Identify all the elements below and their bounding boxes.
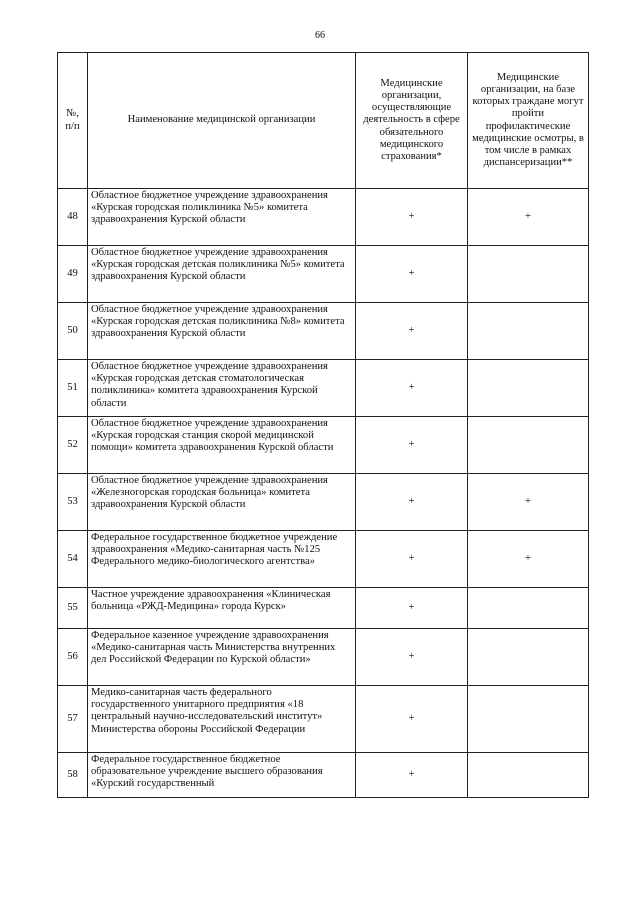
dispensary-mark <box>468 588 589 629</box>
row-number: 53 <box>58 474 88 531</box>
row-number: 49 <box>58 246 88 303</box>
organization-name: Федеральное государственное бюджетное образовательное учреждение высшего образования «Курский государственный <box>88 753 356 798</box>
row-number: 54 <box>58 531 88 588</box>
organization-name: Областное бюджетное учреждение здравоохранения «Курская городская поликлиника №5» комитета здравоохранения Курской области <box>88 189 356 246</box>
organization-name: Областное бюджетное учреждение здравоохранения «Курская городская детская поликлиника №8» комитета здравоохранения Курской области <box>88 303 356 360</box>
row-number: 51 <box>58 360 88 417</box>
table-row <box>58 417 589 474</box>
oms-mark: + <box>356 474 468 531</box>
row-number: 55 <box>58 588 88 629</box>
dispensary-mark: + <box>468 474 589 531</box>
organization-name: Областное бюджетное учреждение здравоохранения «Железногорская городская больница» комитета здравоохранения Курской области <box>88 474 356 531</box>
dispensary-mark <box>468 753 589 798</box>
table-row <box>58 531 589 588</box>
oms-mark: + <box>356 189 468 246</box>
table-row <box>58 753 589 798</box>
row-number: 52 <box>58 417 88 474</box>
oms-mark: + <box>356 753 468 798</box>
table-row <box>58 474 589 531</box>
organization-name: Федеральное государственное бюджетное учреждение здравоохранения «Медико-санитарная часть №125 Федерального медико-биологического агентства» <box>88 531 356 588</box>
page-number: 66 <box>315 30 325 41</box>
table-row <box>58 189 589 246</box>
table-row <box>58 629 589 686</box>
oms-mark: + <box>356 588 468 629</box>
oms-mark: + <box>356 303 468 360</box>
header-number: №, п/п <box>58 53 88 189</box>
row-number: 50 <box>58 303 88 360</box>
oms-mark: + <box>356 629 468 686</box>
oms-mark: + <box>356 686 468 753</box>
row-number: 57 <box>58 686 88 753</box>
dispensary-mark <box>468 686 589 753</box>
dispensary-mark <box>468 246 589 303</box>
medical-organizations-table <box>57 52 589 798</box>
organization-name: Областное бюджетное учреждение здравоохранения «Курская городская детская поликлиника №5» комитета здравоохранения Курской области <box>88 246 356 303</box>
header-name: Наименование медицинской организации <box>88 53 356 189</box>
oms-mark: + <box>356 417 468 474</box>
table-row <box>58 246 589 303</box>
row-number: 48 <box>58 189 88 246</box>
oms-mark: + <box>356 531 468 588</box>
row-number: 58 <box>58 753 88 798</box>
dispensary-mark <box>468 417 589 474</box>
dispensary-mark <box>468 360 589 417</box>
organization-name: Федеральное казенное учреждение здравоохранения «Медико-санитарная часть Министерства внутренних дел Российской Федерации по Курской области» <box>88 629 356 686</box>
organization-name: Областное бюджетное учреждение здравоохранения «Курская городская станция скорой медицинской помощи» комитета здравоохранения Курской области <box>88 417 356 474</box>
row-number: 56 <box>58 629 88 686</box>
organization-name: Медико-санитарная часть федерального государственного унитарного предприятия «18 центральный научно-исследовательский институт» Министерства обороны Российской Федерации <box>88 686 356 753</box>
table-row <box>58 588 589 629</box>
organization-name: Частное учреждение здравоохранения «Клиническая больница «РЖД-Медицина» города Курск» <box>88 588 356 629</box>
header-oms: Медицинские организации, осуществляющие деятельность в сфере обязательного медицинского страхования* <box>356 53 468 189</box>
table-row <box>58 360 589 417</box>
table-row <box>58 303 589 360</box>
dispensary-mark: + <box>468 189 589 246</box>
oms-mark: + <box>356 246 468 303</box>
dispensary-mark <box>468 629 589 686</box>
dispensary-mark: + <box>468 531 589 588</box>
oms-mark: + <box>356 360 468 417</box>
organization-name: Областное бюджетное учреждение здравоохранения «Курская городская детская стоматологическая поликлиника» комитета здравоохранения Курской области <box>88 360 356 417</box>
table-row <box>58 686 589 753</box>
header-dispensary: Медицинские организации, на базе которых граждане могут пройти профилактические медицинские осмотры, в том числе в рамках диспансеризации** <box>468 53 589 189</box>
table-header-row <box>58 53 589 189</box>
dispensary-mark <box>468 303 589 360</box>
